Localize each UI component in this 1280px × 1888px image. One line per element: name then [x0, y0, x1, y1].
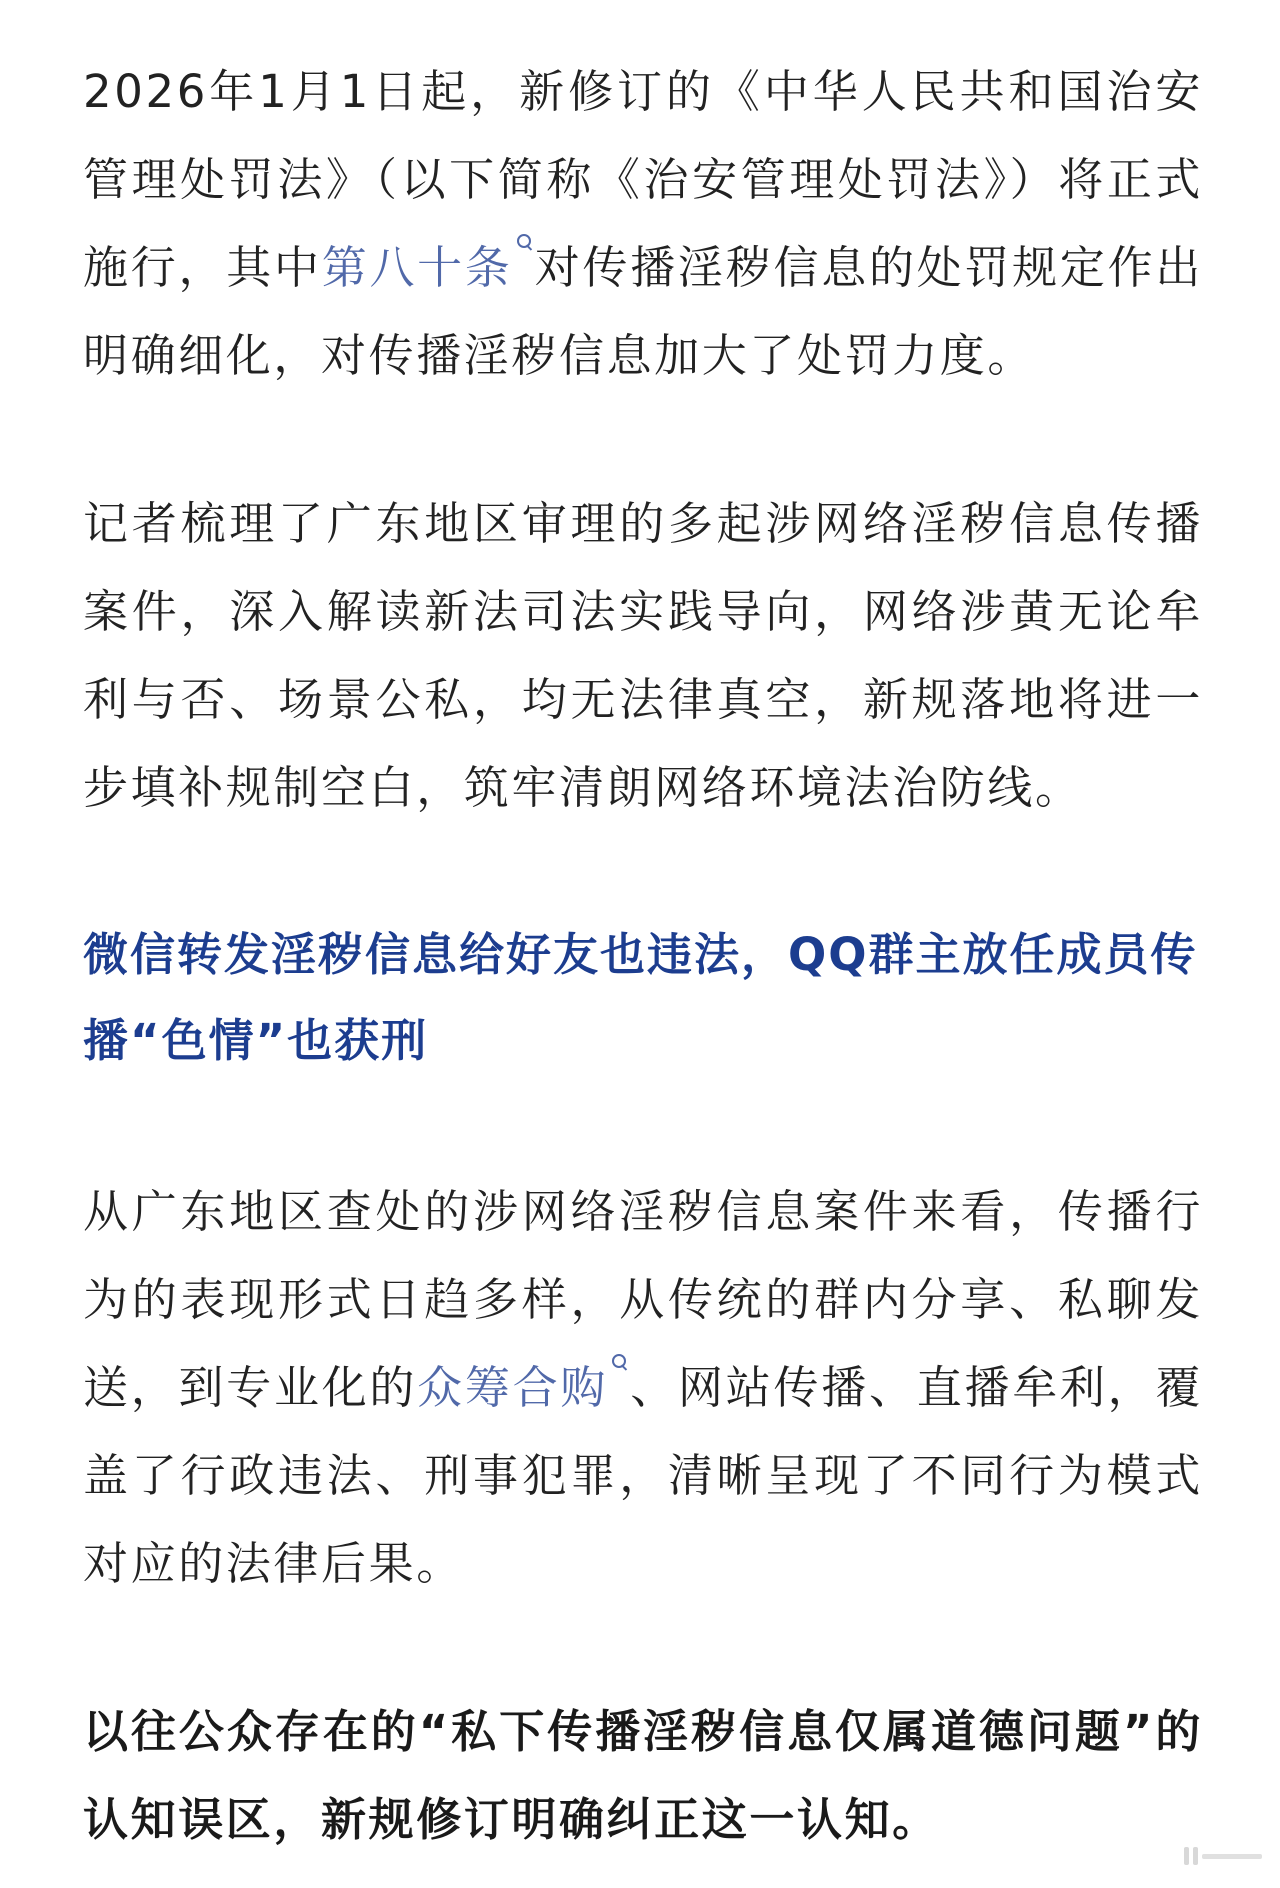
article	[83, 48, 1203, 1864]
paragraph-cases-text-after: 、网站传播、直播牟利，覆盖了行政违法、刑事犯罪，清晰呈现了不同行为模式对应的法律后果。	[83, 1361, 1204, 1590]
article-80-link[interactable]: 第八十条	[321, 241, 513, 294]
paragraph-emphasis: 以往公众存在的“私下传播淫秽信息仅属道德问题”的认知误区，新规修订明确纠正这一认知。	[83, 1705, 1203, 1846]
paragraph-cases-text-before: 从广东地区查处的涉网络淫秽信息案件来看，传播行为的表现形式日趋多样，从传统的群内分享、私聊发送，到专业化的	[83, 1185, 1203, 1414]
section-heading: 微信转发淫秽信息给好友也违法，QQ群主放任成员传播“色情”也获刑	[83, 928, 1198, 1067]
paragraph-cases	[83, 1168, 1203, 1608]
search-icon[interactable]	[610, 1350, 628, 1372]
paragraph-intro-text-after: 对传播淫秽信息的处罚规定作出明确细化，对传播淫秽信息加大了处罚力度。	[83, 241, 1203, 382]
paragraph-intro-text-before: 2026年1月1日起，新修订的《中华人民共和国治安管理处罚法》（以下简称《治安管理处罚法》）将正式施行，其中	[83, 65, 1203, 294]
paragraph-reporter: 记者梳理了广东地区审理的多起涉网络淫秽信息传播案件，深入解读新法司法实践导向，网络涉黄无论牟利与否、场景公私，均无法律真空，新规落地将进一步填补规制空白，筑牢清朗网络环境法治防线。	[83, 497, 1203, 814]
search-icon[interactable]	[515, 230, 533, 252]
paragraph-intro	[83, 48, 1203, 400]
crowdfunding-link[interactable]: 众筹合购	[417, 1361, 609, 1414]
watermark-logo	[1184, 1846, 1262, 1866]
